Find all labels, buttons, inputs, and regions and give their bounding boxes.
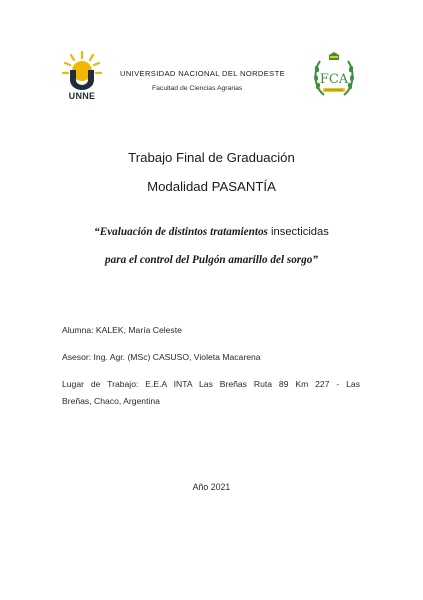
fca-logo-icon	[312, 51, 356, 101]
workplace-field-line-1: Lugar de Trabajo: E.E.A INTA Las Breñas Ruta 89 Km 227 - Las	[62, 379, 360, 389]
thesis-title-line-1	[0, 226, 423, 238]
document-title: Trabajo Final de Graduación	[128, 150, 295, 165]
fca-logo-text: FCA	[319, 72, 349, 87]
thesis-title-line-2: para el control del Pulgón amarillo del sorgo”	[105, 254, 318, 266]
thesis-title-plain-part: insecticidas	[267, 226, 329, 238]
faculty-name: Facultad de Ciencias Agrarias	[152, 85, 243, 92]
document-year: Año 2021	[192, 482, 231, 492]
advisor-field: Asesor: Ing. Agr. (MSc) CASUSO, Violeta Macarena	[62, 352, 261, 362]
unne-logo-text: UNNE	[68, 91, 96, 101]
workplace-field-line-2: Breñas, Chaco, Argentina	[62, 396, 160, 406]
university-header	[120, 69, 310, 92]
student-field: Alumna: KALEK, María Celeste	[62, 325, 182, 335]
university-name: UNIVERSIDAD NACIONAL DEL NORDESTE	[120, 69, 286, 78]
document-modality: Modalidad PASANTÍA	[147, 179, 276, 194]
thesis-title-italic-part: “Evaluación de distintos tratamientos	[94, 226, 268, 238]
